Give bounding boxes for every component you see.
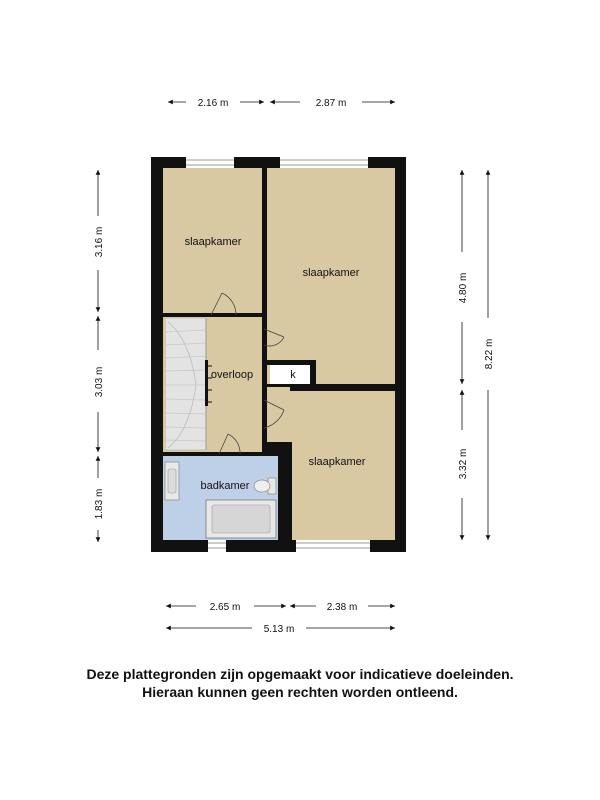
- room-label-slaapkamer-left: slaapkamer: [184, 236, 242, 248]
- room-label-badkamer: badkamer: [200, 480, 250, 492]
- dim-right-total: 8.22 m: [484, 338, 495, 370]
- dim-top-left: 2.16 m: [197, 98, 229, 109]
- dim-left-middle: 3.03 m: [94, 366, 105, 398]
- room-label-overloop: overloop: [210, 369, 254, 381]
- staircase: [166, 318, 212, 450]
- room-label-kast: k: [290, 369, 296, 381]
- dim-left-upper: 3.16 m: [94, 226, 105, 258]
- dim-bottom-left: 2.65 m: [209, 602, 241, 613]
- disclaimer-line-2: Hieraan kunnen geen rechten worden ontleend.: [142, 684, 458, 700]
- room-label-slaapkamer-lower: slaapkamer: [308, 456, 366, 468]
- dim-top-right: 2.87 m: [315, 98, 347, 109]
- dim-left-lower: 1.83 m: [94, 488, 105, 520]
- disclaimer-line-1: Deze plattegronden zijn opgemaakt voor indicatieve doeleinden.: [86, 666, 514, 682]
- dim-right-upper: 4.80 m: [458, 272, 469, 304]
- room-label-slaapkamer-right: slaapkamer: [302, 267, 360, 279]
- dim-bottom-right: 2.38 m: [326, 602, 358, 613]
- dim-right-lower: 3.32 m: [458, 448, 469, 480]
- dim-bottom-total: 5.13 m: [263, 624, 295, 635]
